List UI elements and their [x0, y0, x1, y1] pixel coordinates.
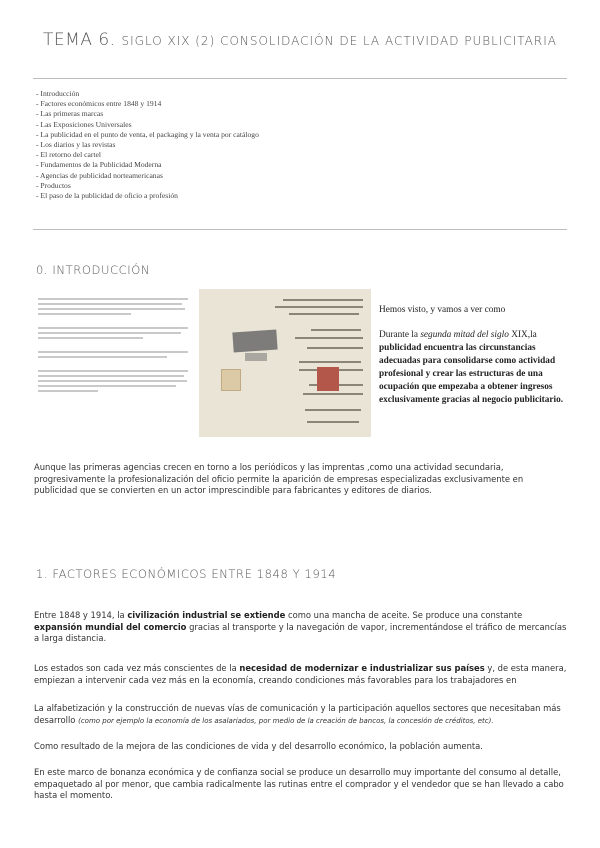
toc-item: - Agencias de publicidad norteamericanas: [36, 170, 163, 180]
paragraph-4: Como resultado de la mejora de las condiciones de vida y del desarrollo económico, la población aumenta.: [34, 741, 483, 751]
toc-item: - Productos: [36, 180, 71, 190]
section-heading-introduccion: 0. INTRODUCCIÓN: [36, 263, 151, 277]
title-rest: SIGLO XIX (2) CONSOLIDACIÓN DE LA ACTIVIDAD PUBLICITARIA: [121, 34, 557, 48]
page-title: [0, 30, 600, 50]
historical-document-image: [199, 289, 371, 437]
intro-paragraph: Aunque las primeras agencias crecen en torno a los periódicos y las imprentas ,como una actividad secundaria, progresivamente la profesionalización del oficio permite la aparición de empresas especializadas exclusivamente en publicidad que se convierten en un actor imprescindible para fabricantes y editores de diarios.: [34, 462, 524, 496]
toc-item: - El paso de la publicidad de oficio a profesión: [36, 191, 178, 201]
section-heading-factores: 1. FACTORES ECONÓMICOS ENTRE 1848 Y 1914: [36, 567, 337, 581]
toc-item: - Los diarios y las revistas: [36, 140, 116, 150]
paragraph-5: En este marco de bonanza económica y de confianza social se produce un desarrollo muy importante del consumo al detalle, empaquetado al por menor, que cambia radicalmente las rutinas entre el comprador y el vendedor que se han llevado a cabo hasta el momento.: [34, 767, 564, 801]
toc-item: - Fundamentos de la Publicidad Moderna: [36, 160, 162, 170]
toc-item: - Introducción: [36, 89, 80, 98]
table-of-contents: [36, 89, 259, 201]
illegible-bullet-text: [38, 298, 188, 404]
toc-item: - Las primeras marcas: [36, 109, 104, 119]
title-main: TEMA 6.: [43, 30, 116, 50]
toc-item: - Factores económicos entre 1848 y 1914: [36, 99, 162, 109]
paragraph-2: Los estados son cada vez más conscientes de la necesidad de modernizar e industrializar sus países y, de esta manera, empiezan a intervenir cada vez más en la economía, creando condiciones más favorables para los trabajadores en: [34, 663, 567, 685]
toc-item: - El retorno del cartel: [36, 150, 101, 160]
side-intro: Hemos visto, y vamos a ver como: [379, 305, 506, 315]
divider-toc: [33, 229, 567, 230]
side-paragraph: Durante la segunda mitad del siglo XIX,la publicidad encuentra las circunstancias adecuadas para consolidarse como actividad profesional y crear las estructuras de una ocupación que empezaba a obtener ingresos exclusivamente gracias al negocio publicitario.: [379, 330, 564, 405]
toc-item: - La publicidad en el punto de venta, el packaging y la venta por catálogo: [36, 129, 259, 139]
toc-item: - Las Exposiciones Universales: [36, 119, 132, 129]
paragraph-1: Entre 1848 y 1914, la civilización industrial se extiende como una mancha de aceite. Se produce una constante expansión mundial del comercio gracias al transporte y la navegación de vapor, incrementándose el tráfico de mercancías a larga distancia.: [34, 610, 567, 644]
divider-top: [33, 78, 567, 79]
paragraph-3: La alfabetización y la construcción de nuevas vías de comunicación y la participación aquellos sectores que necesitaban más desarrollo (como por ejemplo la economía de los asalariados, por medio de la creación de bancos, la concesión de créditos, etc).: [34, 703, 561, 725]
